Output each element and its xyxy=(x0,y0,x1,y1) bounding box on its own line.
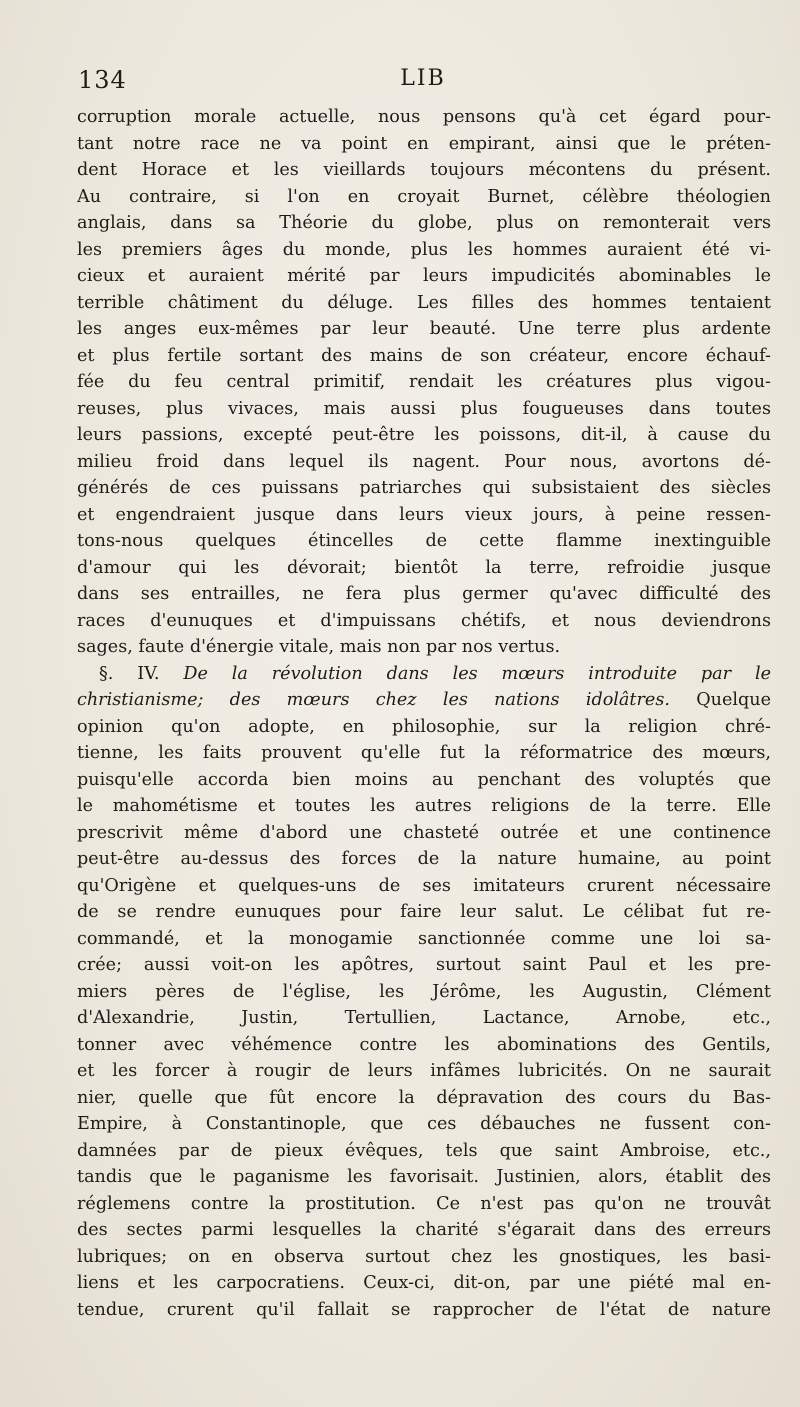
text-line: dent Horace et les vieillards toujours mécontens du présent. xyxy=(77,160,771,180)
text-line: les anges eux-mêmes par leur beauté. Une terre plus ardente xyxy=(77,319,771,339)
text-line: le mahométisme et toutes les autres religions de la terre. Elle xyxy=(77,796,771,816)
text-line: réglemens contre la prostitution. Ce n'est pas qu'on ne trouvât xyxy=(77,1193,771,1214)
body-text xyxy=(77,104,771,1323)
text-line: reuses, plus vivaces, mais aussi plus fougueuses dans toutes xyxy=(77,398,771,419)
text-line: liens et les carpocratiens. Ceux-ci, dit-on, par une piété mal en- xyxy=(77,1273,771,1293)
text-line: de se rendre eunuques pour faire leur salut. Le célibat fut re- xyxy=(77,902,771,922)
text-line: tienne, les faits prouvent qu'elle fut la réformatrice des mœurs, xyxy=(77,743,771,763)
text-line: fée du feu central primitif, rendait les créatures plus vigou- xyxy=(77,372,771,392)
text-line: d'Alexandrie, Justin, Tertullien, Lactance, Arnobe, etc., xyxy=(77,1008,771,1028)
text-line: corruption morale actuelle, nous pensons qu'à cet égard pour- xyxy=(77,107,771,127)
text-line: crée; aussi voit-on les apôtres, surtout saint Paul et les pre- xyxy=(77,955,771,975)
text-line: Empire, à Constantinople, que ces débauches ne fussent con- xyxy=(77,1114,771,1134)
text-line: dans ses entrailles, ne fera plus germer qu'avec difficulté des xyxy=(77,584,771,604)
text-line: terrible châtiment du déluge. Les filles des hommes tentaient xyxy=(77,292,771,313)
page-header xyxy=(78,66,768,102)
text-line: tant notre race ne va point en empirant, ainsi que le préten- xyxy=(77,133,771,154)
text-line: et engendraient jusque dans leurs vieux jours, à peine ressen- xyxy=(77,504,771,525)
text-line: prescrivit même d'abord une chasteté outrée et une continence xyxy=(77,822,771,843)
running-head: LIB xyxy=(400,66,446,91)
text-line: qu'Origène et quelques-uns de ses imitateurs crurent nécessaire xyxy=(77,875,771,896)
text-line: sages, faute d'énergie vitale, mais non par nos vertus. xyxy=(77,637,561,657)
text-line: milieu froid dans lequel ils nagent. Pour nous, avortons dé- xyxy=(77,451,771,472)
text-line: commandé, et la monogamie sanctionnée comme une loi sa- xyxy=(77,928,771,949)
text-line: nier, quelle que fût encore la dépravation des cours du Bas- xyxy=(77,1087,771,1108)
text-line: anglais, dans sa Théorie du globe, plus on remonterait vers xyxy=(77,213,771,233)
text-line: tonner avec véhémence contre les abominations des Gentils, xyxy=(77,1034,771,1055)
text-line: damnées par de pieux évêques, tels que saint Ambroise, etc., xyxy=(77,1140,771,1161)
section-number: §. IV. xyxy=(99,663,160,684)
text-line: leurs passions, excepté peut-être les poissons, dit-il, à cause du xyxy=(77,425,771,445)
text-line: des sectes parmi lesquelles la charité s'égarait dans des erreurs xyxy=(77,1220,771,1240)
text-line: opinion qu'on adopte, en philosophie, sur la religion chré- xyxy=(77,716,771,737)
text-line: tons-nous quelques étincelles de cette flamme inextinguible xyxy=(77,531,771,551)
section-title-part-1: De la révolution dans les mœurs introduite par le xyxy=(183,663,771,684)
section-first-word: Quelque xyxy=(696,690,771,710)
text-line: tandis que le paganisme les favorisait. Justinien, alors, établit des xyxy=(77,1167,771,1187)
text-line: cieux et auraient mérité par leurs impudicités abominables le xyxy=(77,266,771,286)
section-heading-line-2 xyxy=(77,687,771,714)
text-line: races d'eunuques et d'impuissans chétifs, et nous deviendrons xyxy=(77,610,771,631)
text-line: puisqu'elle accorda bien moins au penchant des voluptés que xyxy=(77,769,771,790)
text-line: et plus fertile sortant des mains de son créateur, encore échauf- xyxy=(77,345,771,366)
text-line: d'amour qui les dévorait; bientôt la terre, refroidie jusque xyxy=(77,557,771,578)
text-line: tendue, crurent qu'il fallait se rapprocher de l'état de nature xyxy=(77,1299,771,1320)
text-line: lubriques; on en observa surtout chez les gnostiques, les basi- xyxy=(77,1246,771,1267)
text-line: générés de ces puissans patriarches qui subsistaient des siècles xyxy=(77,478,771,498)
text-line: miers pères de l'église, les Jérôme, les Augustin, Clément xyxy=(77,981,771,1002)
page-number: 134 xyxy=(78,66,127,94)
section-title-part-2: christianisme; des mœurs chez les nations idolâtres. xyxy=(77,690,670,710)
section-heading-line-1 xyxy=(77,661,771,688)
text-line: peut-être au-dessus des forces de la nature humaine, au point xyxy=(77,849,771,869)
text-line: Au contraire, si l'on en croyait Burnet, célèbre théologien xyxy=(77,186,771,207)
text-line: les premiers âges du monde, plus les hommes auraient été vi- xyxy=(77,239,771,260)
text-line: et les forcer à rougir de leurs infâmes lubricités. On ne saurait xyxy=(77,1061,771,1081)
